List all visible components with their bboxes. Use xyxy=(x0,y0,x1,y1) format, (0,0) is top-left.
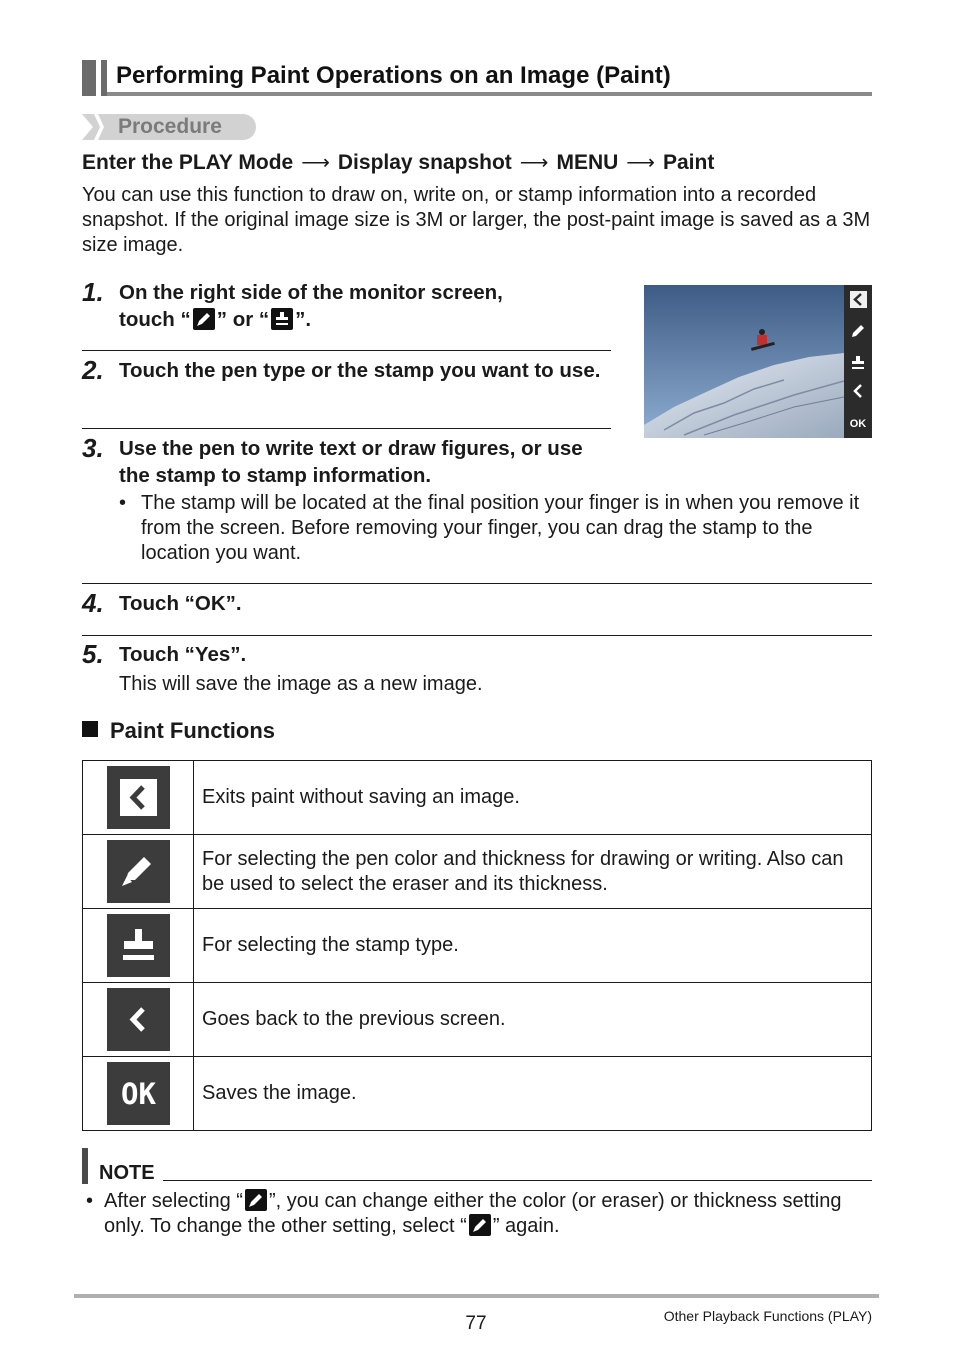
pen-icon xyxy=(245,1189,267,1211)
pen-icon xyxy=(107,840,170,903)
note-text: • After selecting “ ”, you can change either the color (or eraser) or thickness setting only. To change the other setting, select “ ” again. xyxy=(86,1190,842,1237)
bullet-dot: • xyxy=(119,492,127,514)
step-number: 1. xyxy=(82,277,104,307)
table-row xyxy=(83,835,872,909)
heading-underline xyxy=(107,92,872,96)
table-row xyxy=(83,909,872,983)
function-description: Goes back to the previous screen. xyxy=(194,983,872,1057)
step-divider xyxy=(82,428,611,429)
ok-icon xyxy=(107,1062,170,1125)
ok-icon-label: OK xyxy=(120,1077,156,1111)
step-divider xyxy=(82,583,872,584)
step-1-text xyxy=(119,280,619,333)
step-divider xyxy=(82,350,611,351)
ok-label: OK xyxy=(849,418,867,430)
paint-functions-table xyxy=(82,760,872,1131)
table-row xyxy=(83,1057,872,1131)
step-1-line2: touch “ ” or “ ”. xyxy=(119,307,312,331)
step-3-bullet: • The stamp will be located at the final position your finger is in when you remove it from the screen. Before removing your finger, you can drag the stamp to the location you want. xyxy=(119,492,860,564)
function-description: For selecting the pen color and thickness for drawing or writing. Also can be used to select the eraser and its thickness. xyxy=(194,835,872,909)
path-step: Enter the PLAY Mode xyxy=(82,151,294,174)
step-number: 5. xyxy=(82,639,104,669)
note-marker xyxy=(82,1148,88,1184)
step-5-text: Touch “Yes”. xyxy=(119,643,247,666)
step-number: 2. xyxy=(82,355,104,385)
function-description: Exits paint without saving an image. xyxy=(194,761,872,835)
back-icon xyxy=(107,988,170,1051)
step-4-text: Touch “OK”. xyxy=(119,592,242,615)
heading-marker-thin xyxy=(101,60,107,96)
step-number: 3. xyxy=(82,433,104,463)
arrow-icon: ⟶ xyxy=(519,152,549,174)
arrow-icon: ⟶ xyxy=(626,152,655,174)
procedure-notch xyxy=(82,114,93,140)
path-step: MENU xyxy=(556,151,619,174)
note-rule xyxy=(163,1180,872,1181)
stamp-icon xyxy=(107,914,170,977)
exit-icon xyxy=(107,766,170,829)
page-number: 77 xyxy=(465,1313,487,1334)
camera-screen-image xyxy=(644,285,872,438)
footer-rule xyxy=(74,1294,879,1298)
step-5-body: This will save the image as a new image. xyxy=(119,673,483,695)
square-bullet-icon xyxy=(82,721,98,737)
procedure-label: Procedure xyxy=(118,115,222,138)
footer-section-title: Other Playback Functions (PLAY) xyxy=(663,1308,872,1324)
step-1-line1: On the right side of the monitor screen, xyxy=(119,281,503,304)
pen-icon xyxy=(193,308,215,330)
table-row xyxy=(83,761,872,835)
paint-functions-heading: Paint Functions xyxy=(82,716,275,746)
step-2-text: Touch the pen type or the stamp you want to use. xyxy=(119,359,601,382)
step-divider xyxy=(82,635,872,636)
pen-icon xyxy=(469,1214,491,1236)
table-row xyxy=(83,983,872,1057)
function-description: Saves the image. xyxy=(194,1057,872,1131)
path-step: Display snapshot xyxy=(337,151,512,174)
path-step: Paint xyxy=(662,151,715,174)
note-label: NOTE xyxy=(99,1162,155,1184)
step-3-text: Use the pen to write text or draw figures, or use the stamp to stamp information. xyxy=(119,437,583,487)
stamp-icon xyxy=(271,308,293,330)
heading-marker xyxy=(82,60,96,96)
bullet-dot: • xyxy=(86,1190,94,1212)
step-number: 4. xyxy=(82,588,104,618)
function-description: For selecting the stamp type. xyxy=(194,909,872,983)
arrow-icon: ⟶ xyxy=(301,152,330,174)
menu-path xyxy=(82,148,714,178)
intro-paragraph: You can use this function to draw on, write on, or stamp information into a recorded snapshot. If the original image size is 3M or larger, the post-paint image is saved as a 3M size image. xyxy=(82,184,871,256)
section-title: Performing Paint Operations on an Image (Paint) xyxy=(116,62,671,89)
